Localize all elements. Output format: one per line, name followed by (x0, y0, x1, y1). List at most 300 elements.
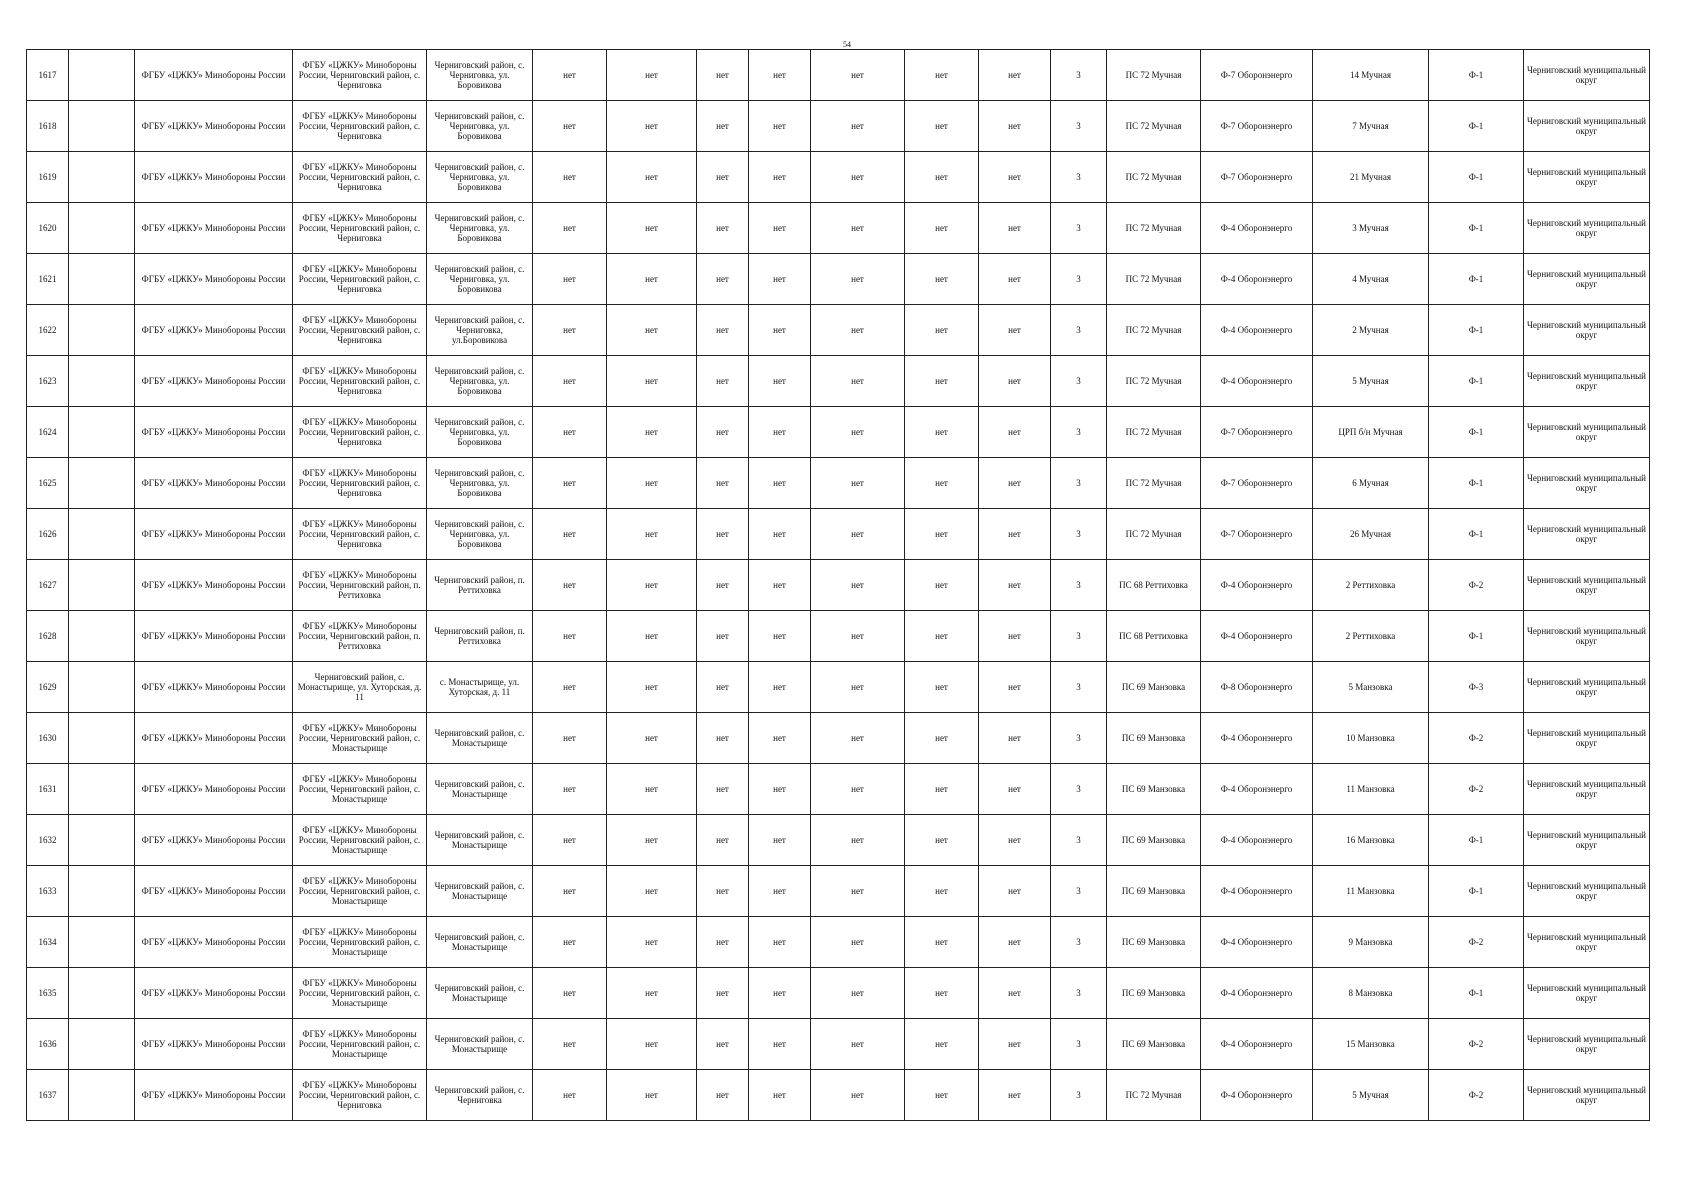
cell-c6: нет (607, 611, 697, 662)
cell-substation: ПС 68 Реттиховка (1107, 560, 1201, 611)
cell-owner: ФГБУ «ЦЖКУ» Минобороны России, Черниговский район, с. Черниговка (293, 254, 427, 305)
cell-num: 1627 (27, 560, 69, 611)
cell-org: ФГБУ «ЦЖКУ» Минобороны России (135, 509, 293, 560)
cell-org: ФГБУ «ЦЖКУ» Минобороны России (135, 662, 293, 713)
cell-tp: 8 Манзовка (1313, 968, 1429, 1019)
cell-municipality: Черниговский муниципальный округ (1524, 1019, 1650, 1070)
cell-municipality: Черниговский муниципальный округ (1524, 509, 1650, 560)
table-row (27, 50, 1650, 101)
cell-c11: нет (979, 152, 1051, 203)
cell-substation: ПС 69 Манзовка (1107, 713, 1201, 764)
cell-c6: нет (607, 917, 697, 968)
cell-org: ФГБУ «ЦЖКУ» Минобороны России (135, 407, 293, 458)
cell-c9: нет (811, 203, 905, 254)
cell-c5: нет (533, 1070, 607, 1121)
cell-c10: нет (905, 968, 979, 1019)
cell-c5: нет (533, 611, 607, 662)
registry-table (26, 49, 1650, 1121)
cell-c10: нет (905, 560, 979, 611)
cell-address: Черниговский район, с. Монастырище (427, 1019, 533, 1070)
cell-c11: нет (979, 815, 1051, 866)
cell-c8: нет (749, 458, 811, 509)
cell-line: Ф-1 (1429, 815, 1524, 866)
cell-num: 1618 (27, 101, 69, 152)
cell-tp: 2 Реттиховка (1313, 560, 1429, 611)
cell-owner: ФГБУ «ЦЖКУ» Минобороны России, Черниговский район, с. Черниговка (293, 101, 427, 152)
cell-c8: нет (749, 407, 811, 458)
cell-empty (69, 254, 135, 305)
cell-owner: ФГБУ «ЦЖКУ» Минобороны России, Черниговский район, с. Черниговка (293, 203, 427, 254)
cell-owner: ФГБУ «ЦЖКУ» Минобороны России, Черниговский район, с. Черниговка (293, 356, 427, 407)
cell-c8: нет (749, 611, 811, 662)
cell-category: 3 (1051, 254, 1107, 305)
cell-substation: ПС 72 Мучная (1107, 203, 1201, 254)
cell-line: Ф-1 (1429, 356, 1524, 407)
cell-feeder: Ф-4 Оборонэнерго (1201, 203, 1313, 254)
cell-line: Ф-1 (1429, 203, 1524, 254)
cell-substation: ПС 69 Манзовка (1107, 1019, 1201, 1070)
table-row (27, 662, 1650, 713)
cell-num: 1617 (27, 50, 69, 101)
cell-c8: нет (749, 1070, 811, 1121)
cell-tp: 4 Мучная (1313, 254, 1429, 305)
cell-c6: нет (607, 407, 697, 458)
cell-org: ФГБУ «ЦЖКУ» Минобороны России (135, 1070, 293, 1121)
cell-empty (69, 866, 135, 917)
cell-owner: ФГБУ «ЦЖКУ» Минобороны России, Черниговский район, с. Монастырище (293, 968, 427, 1019)
cell-c9: нет (811, 101, 905, 152)
cell-feeder: Ф-4 Оборонэнерго (1201, 764, 1313, 815)
cell-address: Черниговский район, с. Черниговка, ул. Боровикова (427, 509, 533, 560)
cell-substation: ПС 69 Манзовка (1107, 968, 1201, 1019)
cell-empty (69, 152, 135, 203)
cell-line: Ф-1 (1429, 254, 1524, 305)
cell-c9: нет (811, 764, 905, 815)
cell-owner: ФГБУ «ЦЖКУ» Минобороны России, Черниговский район, п. Реттиховка (293, 560, 427, 611)
cell-municipality: Черниговский муниципальный округ (1524, 815, 1650, 866)
cell-address: Черниговский район, с. Черниговка, ул. Боровикова (427, 254, 533, 305)
cell-org: ФГБУ «ЦЖКУ» Минобороны России (135, 50, 293, 101)
cell-empty (69, 968, 135, 1019)
cell-c5: нет (533, 866, 607, 917)
cell-c11: нет (979, 509, 1051, 560)
cell-tp: 21 Мучная (1313, 152, 1429, 203)
cell-c6: нет (607, 713, 697, 764)
cell-owner: ФГБУ «ЦЖКУ» Минобороны России, Черниговский район, с. Черниговка (293, 152, 427, 203)
cell-c9: нет (811, 713, 905, 764)
cell-empty (69, 509, 135, 560)
cell-line: Ф-1 (1429, 509, 1524, 560)
cell-c9: нет (811, 407, 905, 458)
cell-c7: нет (697, 101, 749, 152)
cell-c10: нет (905, 50, 979, 101)
cell-municipality: Черниговский муниципальный округ (1524, 152, 1650, 203)
cell-owner: ФГБУ «ЦЖКУ» Минобороны России, Черниговский район, с. Монастырище (293, 713, 427, 764)
cell-c10: нет (905, 356, 979, 407)
cell-category: 3 (1051, 305, 1107, 356)
cell-c8: нет (749, 50, 811, 101)
cell-feeder: Ф-7 Оборонэнерго (1201, 458, 1313, 509)
cell-address: Черниговский район, с. Монастырище (427, 917, 533, 968)
cell-c5: нет (533, 1019, 607, 1070)
cell-c9: нет (811, 866, 905, 917)
cell-c5: нет (533, 458, 607, 509)
cell-category: 3 (1051, 713, 1107, 764)
table-row (27, 509, 1650, 560)
cell-line: Ф-1 (1429, 968, 1524, 1019)
cell-substation: ПС 72 Мучная (1107, 152, 1201, 203)
cell-empty (69, 662, 135, 713)
cell-owner: ФГБУ «ЦЖКУ» Минобороны России, Черниговский район, с. Монастырище (293, 1019, 427, 1070)
cell-owner: ФГБУ «ЦЖКУ» Минобороны России, Черниговский район, с. Монастырище (293, 815, 427, 866)
cell-empty (69, 50, 135, 101)
cell-line: Ф-1 (1429, 407, 1524, 458)
table-row (27, 458, 1650, 509)
cell-substation: ПС 68 Реттиховка (1107, 611, 1201, 662)
cell-num: 1631 (27, 764, 69, 815)
cell-empty (69, 764, 135, 815)
cell-c8: нет (749, 917, 811, 968)
cell-c10: нет (905, 509, 979, 560)
cell-num: 1634 (27, 917, 69, 968)
cell-empty (69, 1070, 135, 1121)
cell-c7: нет (697, 764, 749, 815)
cell-substation: ПС 72 Мучная (1107, 1070, 1201, 1121)
cell-c5: нет (533, 50, 607, 101)
cell-c11: нет (979, 50, 1051, 101)
cell-owner: ФГБУ «ЦЖКУ» Минобороны России, Черниговский район, с. Монастырище (293, 866, 427, 917)
cell-c11: нет (979, 917, 1051, 968)
cell-org: ФГБУ «ЦЖКУ» Минобороны России (135, 917, 293, 968)
cell-org: ФГБУ «ЦЖКУ» Минобороны России (135, 560, 293, 611)
cell-c11: нет (979, 1070, 1051, 1121)
cell-num: 1625 (27, 458, 69, 509)
cell-num: 1635 (27, 968, 69, 1019)
cell-feeder: Ф-4 Оборонэнерго (1201, 611, 1313, 662)
cell-c6: нет (607, 101, 697, 152)
cell-line: Ф-1 (1429, 101, 1524, 152)
cell-owner: ФГБУ «ЦЖКУ» Минобороны России, Черниговский район, с. Черниговка (293, 305, 427, 356)
cell-c10: нет (905, 407, 979, 458)
cell-category: 3 (1051, 560, 1107, 611)
cell-c10: нет (905, 815, 979, 866)
cell-substation: ПС 69 Манзовка (1107, 764, 1201, 815)
cell-municipality: Черниговский муниципальный округ (1524, 407, 1650, 458)
cell-c5: нет (533, 254, 607, 305)
cell-empty (69, 458, 135, 509)
cell-num: 1633 (27, 866, 69, 917)
cell-feeder: Ф-7 Оборонэнерго (1201, 50, 1313, 101)
cell-tp: 2 Мучная (1313, 305, 1429, 356)
cell-c9: нет (811, 509, 905, 560)
cell-line: Ф-2 (1429, 764, 1524, 815)
cell-tp: 6 Мучная (1313, 458, 1429, 509)
cell-c6: нет (607, 866, 697, 917)
cell-tp: 5 Мучная (1313, 1070, 1429, 1121)
cell-num: 1628 (27, 611, 69, 662)
cell-owner: ФГБУ «ЦЖКУ» Минобороны России, Черниговский район, с. Черниговка (293, 509, 427, 560)
cell-tp: 11 Манзовка (1313, 764, 1429, 815)
cell-c7: нет (697, 407, 749, 458)
cell-c11: нет (979, 866, 1051, 917)
cell-address: Черниговский район, с. Монастырище (427, 968, 533, 1019)
cell-org: ФГБУ «ЦЖКУ» Минобороны России (135, 356, 293, 407)
cell-category: 3 (1051, 1070, 1107, 1121)
cell-num: 1621 (27, 254, 69, 305)
cell-c6: нет (607, 1070, 697, 1121)
cell-org: ФГБУ «ЦЖКУ» Минобороны России (135, 152, 293, 203)
cell-c11: нет (979, 560, 1051, 611)
cell-org: ФГБУ «ЦЖКУ» Минобороны России (135, 968, 293, 1019)
cell-c9: нет (811, 254, 905, 305)
cell-c6: нет (607, 254, 697, 305)
cell-tp: 5 Мучная (1313, 356, 1429, 407)
cell-c9: нет (811, 662, 905, 713)
cell-municipality: Черниговский муниципальный округ (1524, 305, 1650, 356)
cell-feeder: Ф-7 Оборонэнерго (1201, 407, 1313, 458)
cell-address: Черниговский район, с. Черниговка, ул.Боровикова (427, 305, 533, 356)
cell-empty (69, 407, 135, 458)
cell-owner: ФГБУ «ЦЖКУ» Минобороны России, Черниговский район, с. Черниговка (293, 50, 427, 101)
cell-c9: нет (811, 1070, 905, 1121)
cell-empty (69, 611, 135, 662)
cell-c11: нет (979, 968, 1051, 1019)
cell-municipality: Черниговский муниципальный округ (1524, 1070, 1650, 1121)
cell-c7: нет (697, 968, 749, 1019)
cell-empty (69, 203, 135, 254)
cell-owner: ФГБУ «ЦЖКУ» Минобороны России, Черниговский район, с. Черниговка (293, 1070, 427, 1121)
cell-num: 1620 (27, 203, 69, 254)
cell-line: Ф-3 (1429, 662, 1524, 713)
cell-c7: нет (697, 1070, 749, 1121)
cell-category: 3 (1051, 203, 1107, 254)
cell-tp: 16 Манзовка (1313, 815, 1429, 866)
cell-num: 1624 (27, 407, 69, 458)
cell-feeder: Ф-4 Оборонэнерго (1201, 1070, 1313, 1121)
table-row (27, 356, 1650, 407)
cell-address: Черниговский район, с. Монастырище (427, 764, 533, 815)
table-row (27, 152, 1650, 203)
cell-tp: ЦРП б/н Мучная (1313, 407, 1429, 458)
cell-org: ФГБУ «ЦЖКУ» Минобороны России (135, 764, 293, 815)
table-row (27, 866, 1650, 917)
cell-municipality: Черниговский муниципальный округ (1524, 203, 1650, 254)
cell-line: Ф-1 (1429, 458, 1524, 509)
table-row (27, 305, 1650, 356)
cell-c5: нет (533, 101, 607, 152)
cell-substation: ПС 72 Мучная (1107, 407, 1201, 458)
cell-owner: ФГБУ «ЦЖКУ» Минобороны России, Черниговский район, п. Реттиховка (293, 611, 427, 662)
cell-address: Черниговский район, с. Черниговка, ул. Боровикова (427, 203, 533, 254)
cell-c6: нет (607, 305, 697, 356)
cell-c10: нет (905, 203, 979, 254)
cell-org: ФГБУ «ЦЖКУ» Минобороны России (135, 713, 293, 764)
cell-feeder: Ф-7 Оборонэнерго (1201, 101, 1313, 152)
cell-c9: нет (811, 917, 905, 968)
cell-substation: ПС 69 Манзовка (1107, 866, 1201, 917)
cell-owner: ФГБУ «ЦЖКУ» Минобороны России, Черниговский район, с. Черниговка (293, 458, 427, 509)
cell-tp: 11 Манзовка (1313, 866, 1429, 917)
cell-c9: нет (811, 968, 905, 1019)
cell-c11: нет (979, 1019, 1051, 1070)
cell-c5: нет (533, 305, 607, 356)
table-row (27, 611, 1650, 662)
cell-municipality: Черниговский муниципальный округ (1524, 611, 1650, 662)
cell-address: Черниговский район, с. Черниговка, ул. Боровикова (427, 50, 533, 101)
cell-feeder: Ф-4 Оборонэнерго (1201, 866, 1313, 917)
cell-owner: ФГБУ «ЦЖКУ» Минобороны России, Черниговский район, с. Монастырище (293, 917, 427, 968)
cell-feeder: Ф-4 Оборонэнерго (1201, 254, 1313, 305)
cell-address: Черниговский район, п. Реттиховка (427, 611, 533, 662)
cell-c6: нет (607, 458, 697, 509)
table-row (27, 1019, 1650, 1070)
cell-c9: нет (811, 152, 905, 203)
cell-c8: нет (749, 509, 811, 560)
cell-category: 3 (1051, 764, 1107, 815)
cell-line: Ф-2 (1429, 713, 1524, 764)
cell-category: 3 (1051, 917, 1107, 968)
table-row (27, 917, 1650, 968)
cell-category: 3 (1051, 50, 1107, 101)
cell-c9: нет (811, 1019, 905, 1070)
cell-c7: нет (697, 1019, 749, 1070)
cell-c5: нет (533, 968, 607, 1019)
cell-org: ФГБУ «ЦЖКУ» Минобороны России (135, 203, 293, 254)
cell-municipality: Черниговский муниципальный округ (1524, 50, 1650, 101)
cell-substation: ПС 69 Манзовка (1107, 917, 1201, 968)
cell-c10: нет (905, 764, 979, 815)
cell-address: Черниговский район, с. Черниговка, ул. Боровикова (427, 356, 533, 407)
cell-feeder: Ф-8 Оборонэнерго (1201, 662, 1313, 713)
cell-c6: нет (607, 764, 697, 815)
cell-category: 3 (1051, 356, 1107, 407)
cell-c7: нет (697, 917, 749, 968)
cell-line: Ф-1 (1429, 611, 1524, 662)
cell-org: ФГБУ «ЦЖКУ» Минобороны России (135, 305, 293, 356)
cell-c9: нет (811, 815, 905, 866)
cell-municipality: Черниговский муниципальный округ (1524, 866, 1650, 917)
cell-address: Черниговский район, с. Монастырище (427, 815, 533, 866)
cell-feeder: Ф-4 Оборонэнерго (1201, 560, 1313, 611)
cell-tp: 7 Мучная (1313, 101, 1429, 152)
table-row (27, 968, 1650, 1019)
cell-c9: нет (811, 356, 905, 407)
cell-c6: нет (607, 203, 697, 254)
cell-c7: нет (697, 305, 749, 356)
table-row (27, 560, 1650, 611)
cell-c11: нет (979, 356, 1051, 407)
cell-c8: нет (749, 101, 811, 152)
cell-c7: нет (697, 254, 749, 305)
cell-num: 1630 (27, 713, 69, 764)
cell-c10: нет (905, 152, 979, 203)
cell-address: Черниговский район, с. Монастырище (427, 713, 533, 764)
cell-c5: нет (533, 509, 607, 560)
cell-c11: нет (979, 764, 1051, 815)
cell-category: 3 (1051, 152, 1107, 203)
cell-c11: нет (979, 662, 1051, 713)
cell-org: ФГБУ «ЦЖКУ» Минобороны России (135, 254, 293, 305)
cell-substation: ПС 72 Мучная (1107, 458, 1201, 509)
cell-c8: нет (749, 356, 811, 407)
cell-c9: нет (811, 305, 905, 356)
cell-org: ФГБУ «ЦЖКУ» Минобороны России (135, 458, 293, 509)
cell-c6: нет (607, 662, 697, 713)
cell-address: с. Монастырище, ул. Хуторская, д. 11 (427, 662, 533, 713)
cell-category: 3 (1051, 101, 1107, 152)
cell-c7: нет (697, 509, 749, 560)
cell-category: 3 (1051, 509, 1107, 560)
cell-address: Черниговский район, с. Монастырище (427, 866, 533, 917)
cell-num: 1636 (27, 1019, 69, 1070)
cell-c11: нет (979, 458, 1051, 509)
cell-address: Черниговский район, п. Реттиховка (427, 560, 533, 611)
cell-feeder: Ф-4 Оборонэнерго (1201, 1019, 1313, 1070)
cell-municipality: Черниговский муниципальный округ (1524, 254, 1650, 305)
cell-c11: нет (979, 713, 1051, 764)
page-number: 54 (843, 40, 851, 49)
table-row (27, 1070, 1650, 1121)
cell-c5: нет (533, 560, 607, 611)
cell-org: ФГБУ «ЦЖКУ» Минобороны России (135, 611, 293, 662)
cell-c9: нет (811, 458, 905, 509)
cell-num: 1629 (27, 662, 69, 713)
table-row (27, 815, 1650, 866)
cell-municipality: Черниговский муниципальный округ (1524, 917, 1650, 968)
cell-feeder: Ф-7 Оборонэнерго (1201, 509, 1313, 560)
cell-line: Ф-1 (1429, 305, 1524, 356)
cell-c8: нет (749, 662, 811, 713)
cell-municipality: Черниговский муниципальный округ (1524, 764, 1650, 815)
cell-c8: нет (749, 713, 811, 764)
cell-c5: нет (533, 815, 607, 866)
cell-c10: нет (905, 458, 979, 509)
cell-c11: нет (979, 407, 1051, 458)
cell-c7: нет (697, 815, 749, 866)
cell-c7: нет (697, 356, 749, 407)
cell-c11: нет (979, 305, 1051, 356)
cell-empty (69, 1019, 135, 1070)
cell-c10: нет (905, 662, 979, 713)
cell-tp: 10 Манзовка (1313, 713, 1429, 764)
cell-substation: ПС 72 Мучная (1107, 356, 1201, 407)
cell-c5: нет (533, 407, 607, 458)
cell-feeder: Ф-4 Оборонэнерго (1201, 713, 1313, 764)
cell-c11: нет (979, 203, 1051, 254)
cell-tp: 14 Мучная (1313, 50, 1429, 101)
cell-c10: нет (905, 305, 979, 356)
table-row (27, 203, 1650, 254)
cell-category: 3 (1051, 458, 1107, 509)
cell-c6: нет (607, 152, 697, 203)
cell-category: 3 (1051, 815, 1107, 866)
cell-c7: нет (697, 152, 749, 203)
cell-municipality: Черниговский муниципальный округ (1524, 101, 1650, 152)
cell-tp: 15 Манзовка (1313, 1019, 1429, 1070)
cell-line: Ф-2 (1429, 560, 1524, 611)
cell-c7: нет (697, 866, 749, 917)
cell-empty (69, 560, 135, 611)
cell-c5: нет (533, 764, 607, 815)
cell-municipality: Черниговский муниципальный округ (1524, 356, 1650, 407)
cell-feeder: Ф-4 Оборонэнерго (1201, 917, 1313, 968)
cell-category: 3 (1051, 866, 1107, 917)
cell-c7: нет (697, 713, 749, 764)
cell-c5: нет (533, 356, 607, 407)
cell-substation: ПС 72 Мучная (1107, 254, 1201, 305)
cell-substation: ПС 69 Манзовка (1107, 662, 1201, 713)
cell-c10: нет (905, 611, 979, 662)
